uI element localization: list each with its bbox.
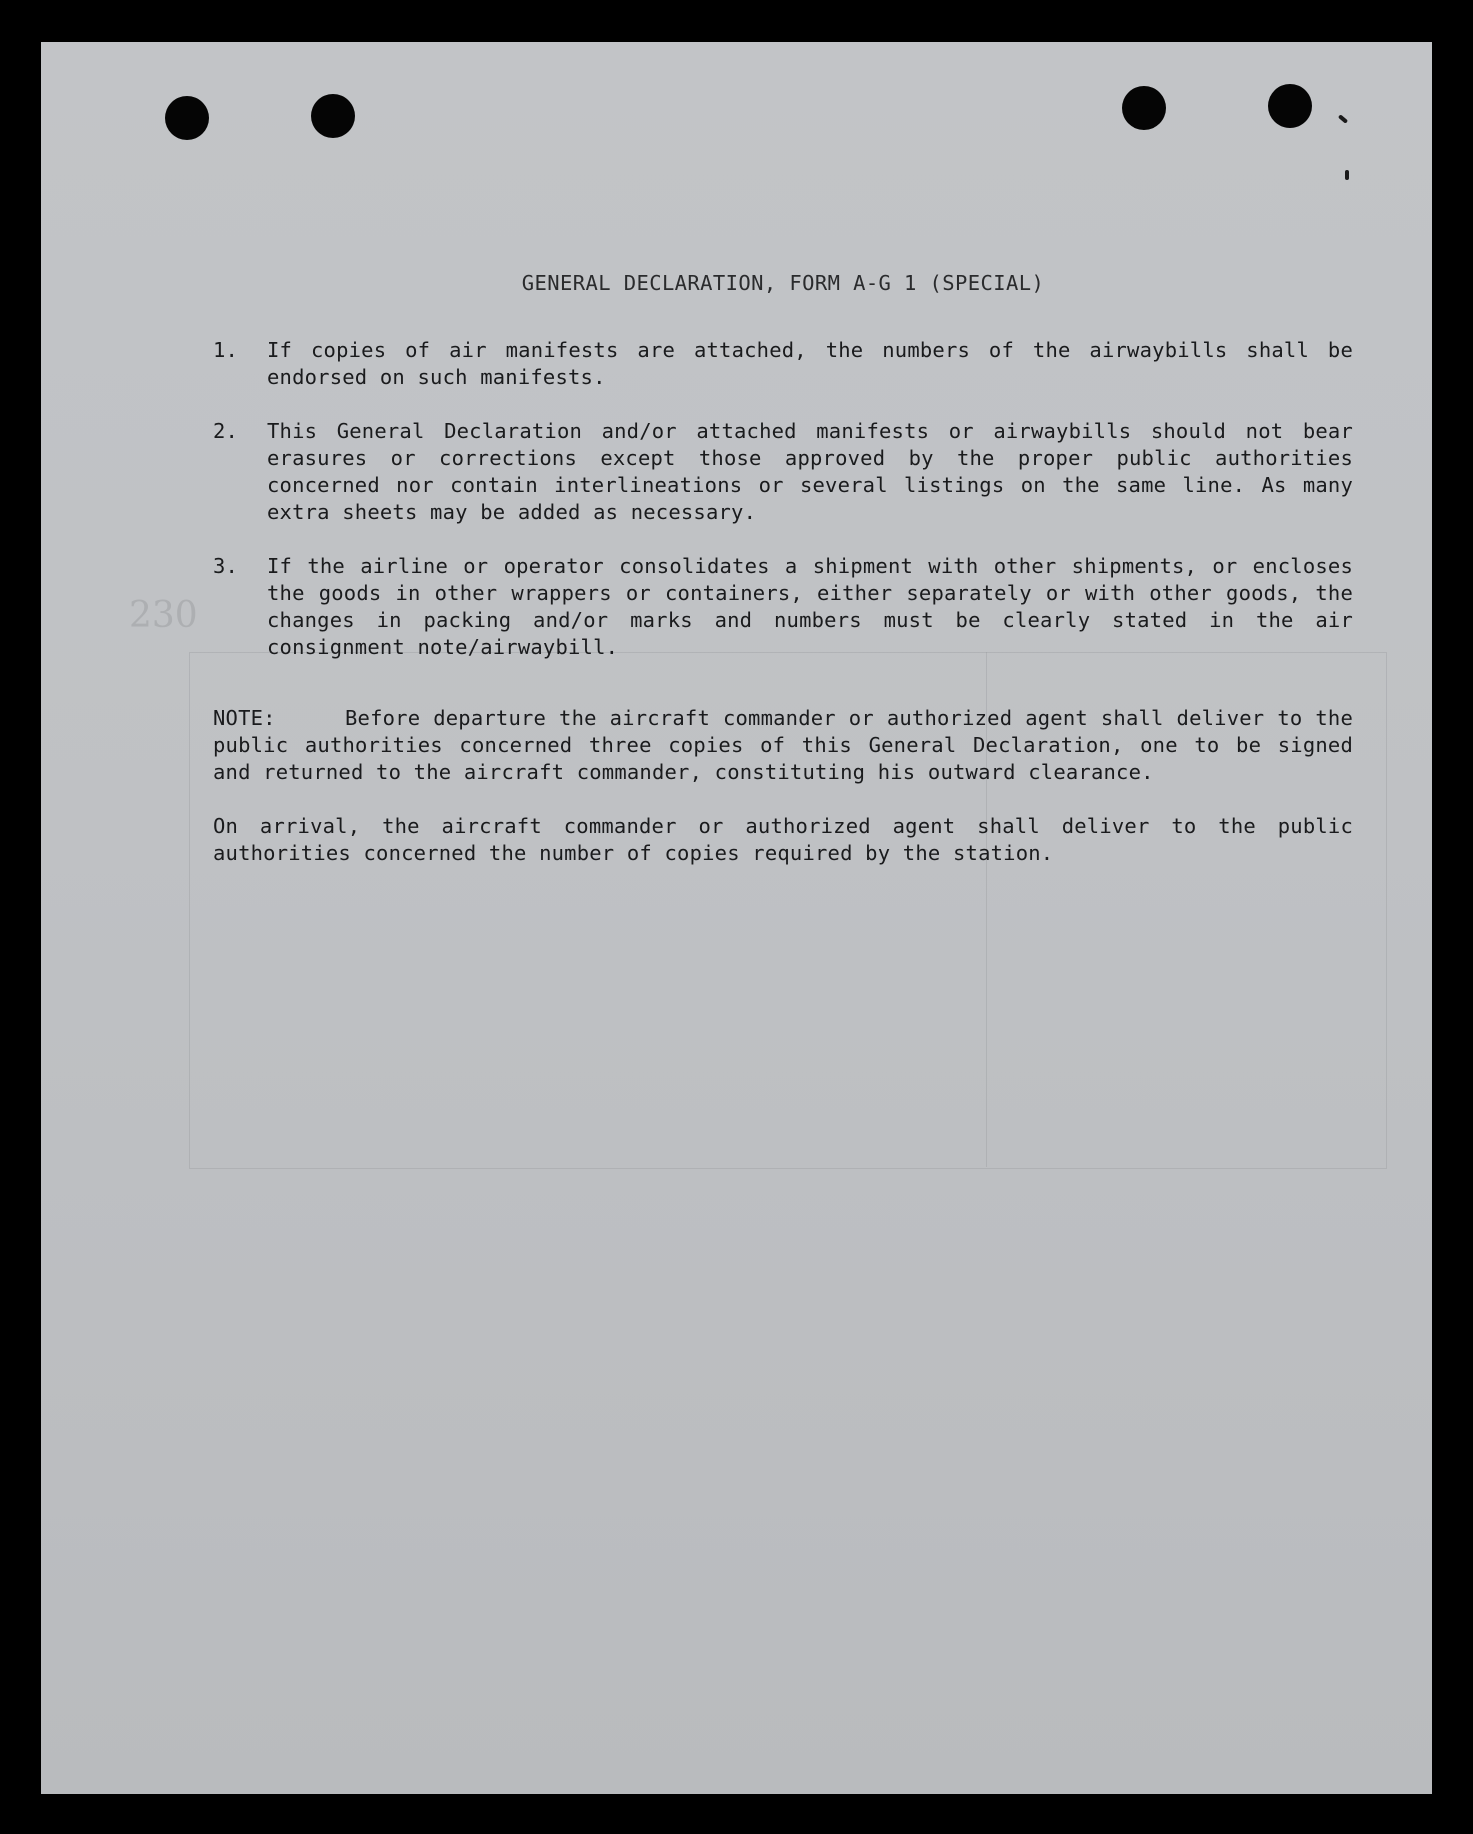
ink-mark xyxy=(1338,114,1348,123)
item-number: 3. xyxy=(213,554,239,578)
punch-hole-2 xyxy=(311,94,355,138)
ink-mark xyxy=(1345,170,1349,180)
page-title: GENERAL DECLARATION, FORM A-G 1 (SPECIAL) xyxy=(521,271,1045,295)
item-text: If copies of air manifests are attached, the numbers of the airwaybills shall be endorsed on such manifests. xyxy=(267,338,1353,389)
punch-hole-3 xyxy=(1122,86,1166,130)
bleed-through-number: 230 xyxy=(129,595,198,636)
note-label: NOTE: xyxy=(213,706,276,730)
item-number: 2. xyxy=(213,419,239,443)
document-body xyxy=(213,270,1353,867)
list-item xyxy=(213,418,1353,526)
item-text: If the airline or operator consolidates a shipment with other shipments, or encloses the goods in other wrappers or containers, either separately or with other goods, the changes in packing and/or marks and numbers must be clearly stated in the air consignment note/airwaybill. xyxy=(267,554,1353,659)
note-paragraph xyxy=(213,705,1353,786)
punch-hole-4 xyxy=(1268,84,1312,128)
arrival-paragraph: On arrival, the aircraft commander or authorized agent shall deliver to the public authorities concerned the number of copies required by the station. xyxy=(213,814,1353,865)
list-item xyxy=(213,553,1353,661)
note-text: Before departure the aircraft commander or authorized agent shall deliver to the public authorities concerned three copies of this General Declaration, one to be signed and returned to the aircraft commander, constituting his outward clearance. xyxy=(213,706,1353,784)
item-number: 1. xyxy=(213,338,239,362)
document-page xyxy=(41,42,1432,1794)
punch-hole-1 xyxy=(165,96,209,140)
item-text: This General Declaration and/or attached manifests or airwaybills should not bear erasures or corrections except those approved by the proper public authorities concerned nor contain interlineations or several listings on the same line. As many extra sheets may be added as necessary. xyxy=(267,419,1353,524)
list-item xyxy=(213,337,1353,391)
